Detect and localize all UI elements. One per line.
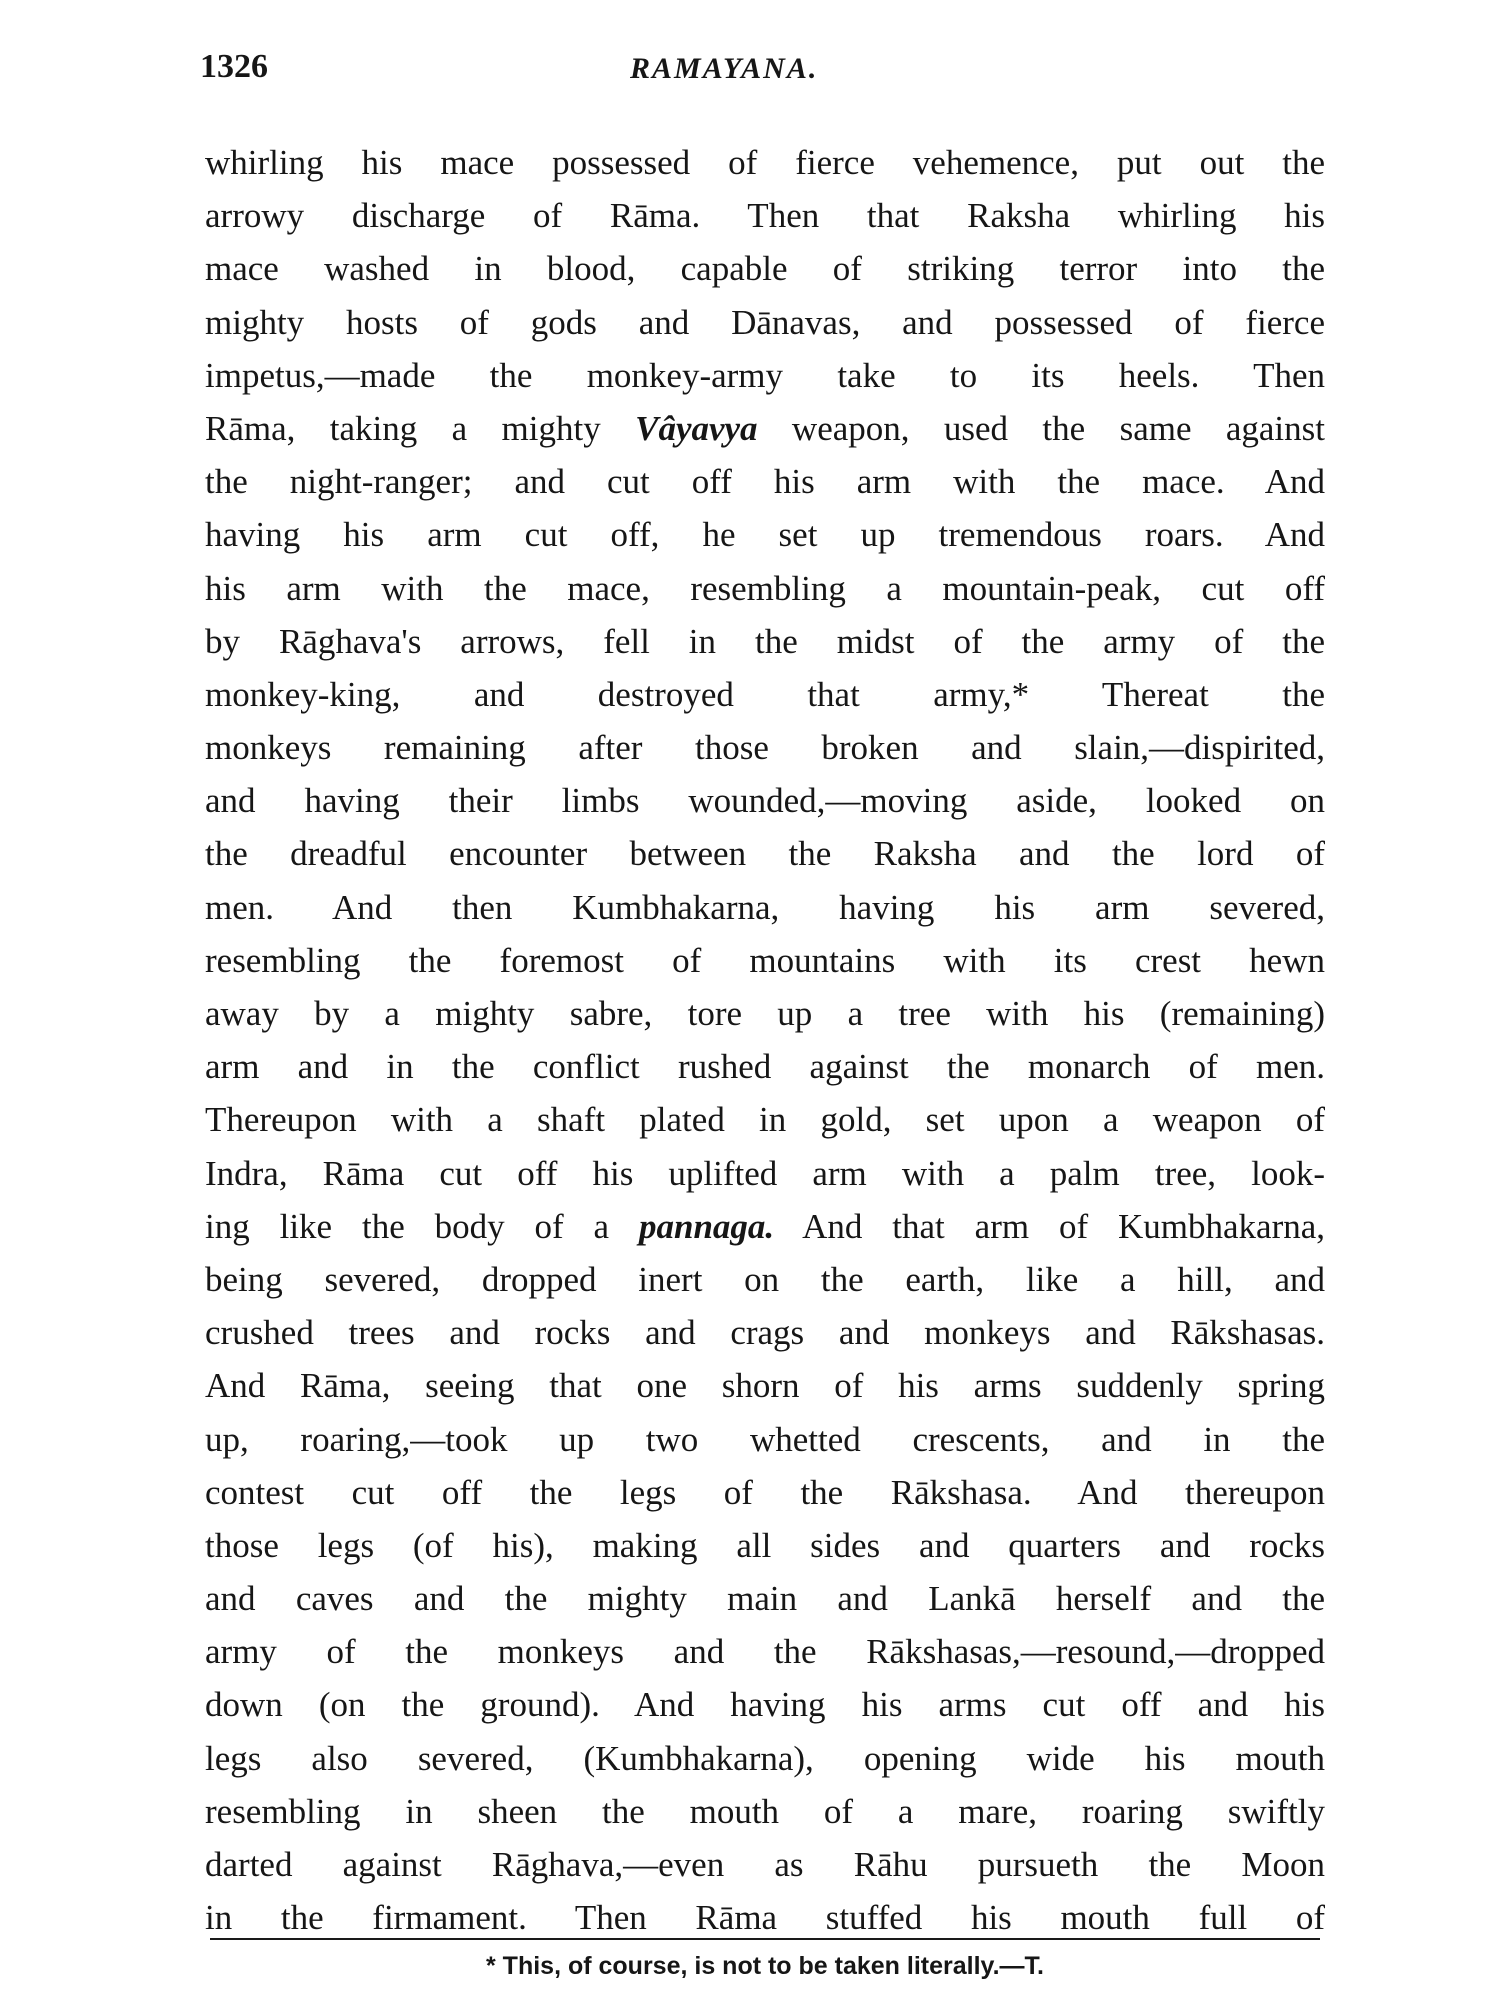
text-line: arm and in the conflict rushed against the monarch of men. (205, 1047, 1325, 1087)
text-line: Thereupon with a shaft plated in gold, set upon a weapon of (205, 1100, 1325, 1140)
text-line: crushed trees and rocks and crags and monkeys and Rākshasas. (205, 1313, 1325, 1353)
footnote-rule (210, 1938, 1320, 1940)
text-line: and having their limbs wounded,—moving aside, looked on (205, 781, 1325, 821)
text-line: arrowy discharge of Rāma. Then that Raksha whirling his (205, 196, 1325, 236)
text-line: down (on the ground). And having his arms cut off and his (205, 1685, 1325, 1725)
page-number: 1326 (200, 48, 268, 85)
italic-term: Vâyavya (635, 408, 758, 448)
text-line: monkey-king, and destroyed that army,* Thereat the (205, 674, 1325, 714)
text-line: away by a mighty sabre, tore up a tree with his (remaining) (205, 994, 1325, 1033)
text-line: mighty hosts of gods and Dānavas, and possessed of fierce (205, 302, 1325, 342)
text-line: ing like the body of a pannaga. And that arm of Kumbhakarna, (205, 1206, 1325, 1246)
text-line: by Rāghava's arrows, fell in the midst of the army of the (205, 621, 1325, 661)
text-line: the dreadful encounter between the Raksha and the lord of (205, 834, 1325, 874)
footnote: * This, of course, is not to be taken literally.—T. (486, 1952, 1044, 1980)
text-line: being severed, dropped inert on the earth, like a hill, and (205, 1259, 1325, 1299)
text-line: legs also severed, (Kumbhakarna), opening wide his mouth (205, 1738, 1325, 1778)
text-line: Indra, Rāma cut off his uplifted arm with a palm tree, look- (205, 1153, 1325, 1193)
text-line: resembling in sheen the mouth of a mare, roaring swiftly (205, 1791, 1325, 1831)
text-line: his arm with the mace, resembling a mountain-peak, cut off (205, 568, 1325, 608)
text-line: in the firmament. Then Rāma stuffed his mouth full of (205, 1898, 1325, 1938)
text-line: whirling his mace possessed of fierce vehemence, put out the (205, 143, 1325, 182)
text-line: the night-ranger; and cut off his arm with the mace. And (205, 462, 1325, 502)
page-header (200, 48, 1320, 98)
text-line: having his arm cut off, he set up tremendous roars. And (205, 515, 1325, 555)
text-line: darted against Rāghava,—even as Rāhu pursueth the Moon (205, 1845, 1325, 1884)
text-line: army of the monkeys and the Rākshasas,—resound,—dropped (205, 1632, 1325, 1672)
running-title: RAMAYANA. (630, 52, 819, 85)
text-line: impetus,—made the monkey-army take to its heels. Then (205, 355, 1325, 395)
text-line: contest cut off the legs of the Rākshasa. And thereupon (205, 1472, 1325, 1512)
italic-term: pannaga. (638, 1206, 775, 1246)
text-line: monkeys remaining after those broken and slain,—dispirited, (205, 728, 1325, 768)
text-line: resembling the foremost of mountains with its crest hewn (205, 940, 1325, 980)
body-text (205, 136, 1325, 1944)
text-line: men. And then Kumbhakarna, having his arm severed, (205, 887, 1325, 927)
text-line: Rāma, taking a mighty Vâyavya weapon, used the same against (205, 408, 1325, 448)
text-line: And Rāma, seeing that one shorn of his arms suddenly spring (205, 1366, 1325, 1406)
text-line: up, roaring,—took up two whetted crescents, and in the (205, 1419, 1325, 1459)
text-line: mace washed in blood, capable of striking terror into the (205, 249, 1325, 289)
text-line: those legs (of his), making all sides and quarters and rocks (205, 1525, 1325, 1565)
text-line: and caves and the mighty main and Lankā herself and the (205, 1579, 1325, 1619)
